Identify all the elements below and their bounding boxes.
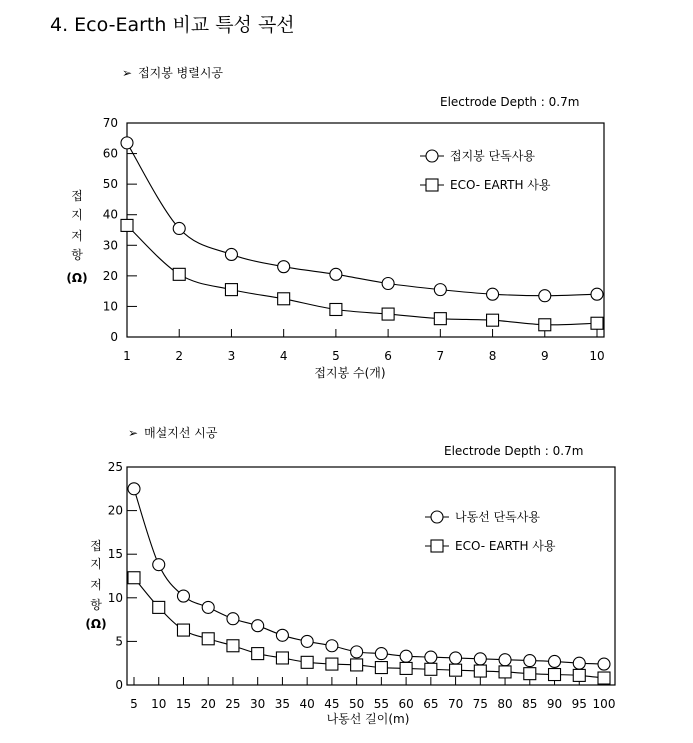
data-point-circle: [524, 655, 536, 667]
data-point-square: [549, 669, 561, 681]
x-tick-label: 5: [332, 349, 340, 363]
x-axis-label: 나동선 길이(m): [326, 712, 410, 726]
y-tick-label: 10: [102, 299, 118, 314]
series-eco-earth: [121, 219, 603, 330]
data-point-circle: [276, 629, 288, 641]
x-tick-label: 15: [175, 697, 192, 711]
legend-square-marker: [426, 179, 438, 191]
y-axis-label-char: 항: [90, 598, 102, 612]
data-point-square: [177, 624, 189, 636]
data-point-circle: [326, 640, 338, 652]
data-point-square: [434, 313, 446, 325]
data-point-square: [598, 672, 610, 684]
data-point-circle: [225, 248, 237, 260]
arrow-bullet-icon: ➢: [128, 426, 139, 440]
data-point-circle: [539, 290, 551, 302]
data-point-square: [450, 664, 462, 676]
data-point-square: [330, 303, 342, 315]
x-tick-label: 2: [175, 349, 184, 363]
y-tick-label: 50: [102, 177, 118, 192]
data-point-circle: [121, 137, 133, 149]
data-point-circle: [278, 261, 290, 273]
series-line: [127, 143, 597, 296]
data-point-square: [425, 663, 437, 675]
x-tick-label: 90: [546, 697, 563, 711]
plot-frame: [127, 467, 615, 685]
x-tick-label: 10: [151, 697, 167, 711]
data-point-square: [375, 662, 387, 674]
data-point-square: [487, 314, 499, 326]
data-point-circle: [227, 613, 239, 625]
chart1-heading-text: 접지봉 병렬시공: [138, 66, 224, 80]
data-point-square: [400, 662, 412, 674]
data-point-square: [276, 652, 288, 664]
data-point-square: [153, 601, 165, 613]
series-eco-earth: [128, 572, 610, 684]
x-tick-label: 4: [279, 349, 288, 363]
legend-square-marker: [431, 540, 443, 552]
data-point-circle: [400, 650, 412, 662]
x-tick-label: 3: [227, 349, 236, 363]
x-tick-label: 1: [123, 349, 131, 363]
data-point-square: [539, 319, 551, 331]
x-tick-label: 7: [436, 349, 445, 363]
y-axis-label-char: 저: [90, 578, 102, 592]
chart-1: [66, 116, 604, 380]
data-point-circle: [382, 278, 394, 290]
y-tick-label: 10: [107, 590, 123, 605]
data-point-circle: [487, 288, 499, 300]
data-point-square: [301, 656, 313, 668]
y-tick-label: 5: [115, 634, 123, 649]
legend-label: ECO- EARTH 사용: [455, 539, 556, 553]
x-tick-label: 95: [571, 697, 587, 711]
data-point-circle: [252, 620, 264, 632]
legend-label: 접지봉 단독사용: [450, 149, 535, 163]
data-point-square: [278, 293, 290, 305]
x-tick-label: 85: [522, 697, 538, 711]
data-point-square: [202, 633, 214, 645]
y-tick-label: 20: [107, 503, 123, 518]
x-tick-label: 6: [384, 349, 392, 363]
data-point-circle: [434, 284, 446, 296]
chart2-annotation: Electrode Depth : 0.7m: [444, 444, 584, 458]
data-point-circle: [177, 590, 189, 602]
data-point-circle: [425, 651, 437, 663]
data-point-square: [121, 219, 133, 231]
data-point-circle: [549, 655, 561, 667]
x-axis-label: 접지봉 수(개): [314, 366, 386, 380]
x-tick-label: 30: [250, 697, 266, 711]
y-tick-label: 20: [102, 268, 118, 283]
x-tick-label: 100: [592, 697, 616, 711]
y-axis-label-char: (Ω): [66, 271, 88, 285]
data-point-circle: [153, 559, 165, 571]
data-point-circle: [450, 652, 462, 664]
data-point-circle: [474, 653, 486, 665]
x-tick-label: 75: [472, 697, 488, 711]
y-axis-label-char: 접: [71, 189, 83, 203]
x-tick-label: 10: [589, 349, 605, 363]
data-point-square: [524, 668, 536, 680]
data-point-square: [326, 658, 338, 670]
y-tick-label: 0: [110, 330, 118, 344]
chart-2: [85, 460, 615, 726]
x-tick-label: 55: [373, 697, 390, 711]
data-point-square: [499, 666, 511, 678]
arrow-bullet-icon: ➢: [122, 66, 133, 80]
data-point-circle: [202, 601, 214, 613]
y-tick-label: 25: [107, 460, 123, 474]
data-point-square: [474, 665, 486, 677]
y-tick-label: 0: [115, 678, 123, 692]
x-tick-label: 80: [497, 697, 513, 711]
y-tick-label: 60: [102, 146, 118, 161]
data-point-circle: [375, 648, 387, 660]
legend-circle-marker: [426, 150, 438, 162]
legend-label: ECO- EARTH 사용: [450, 178, 551, 192]
data-point-circle: [499, 654, 511, 666]
x-tick-label: 35: [274, 697, 291, 711]
x-tick-label: 25: [225, 697, 241, 711]
data-point-square: [351, 659, 363, 671]
chart2-heading-text: 매설지선 시공: [144, 426, 218, 440]
x-tick-label: 65: [423, 697, 439, 711]
y-tick-label: 30: [102, 238, 118, 253]
data-point-square: [128, 572, 140, 584]
x-tick-label: 9: [540, 349, 549, 363]
data-point-circle: [573, 657, 585, 669]
x-tick-label: 8: [488, 349, 497, 363]
y-axis-label-char: 지: [90, 557, 102, 571]
x-tick-label: 45: [324, 697, 340, 711]
data-point-circle: [591, 288, 603, 300]
y-tick-label: 15: [107, 547, 123, 562]
data-point-square: [252, 648, 264, 660]
y-axis-label-char: (Ω): [85, 617, 107, 631]
data-point-square: [225, 284, 237, 296]
x-tick-label: 60: [398, 697, 414, 711]
page-title: 4. Eco-Earth 비교 특성 곡선: [50, 14, 295, 36]
data-point-square: [591, 317, 603, 329]
x-tick-label: 70: [447, 697, 464, 711]
chart1-annotation: Electrode Depth : 0.7m: [440, 95, 580, 109]
x-tick-label: 20: [200, 697, 216, 711]
data-point-circle: [173, 222, 185, 234]
y-axis-label-char: 접: [90, 539, 102, 553]
y-tick-label: 40: [102, 207, 118, 222]
x-tick-label: 5: [130, 697, 138, 711]
data-point-circle: [301, 635, 313, 647]
data-point-square: [227, 640, 239, 652]
data-point-circle: [598, 658, 610, 670]
data-point-square: [573, 669, 585, 681]
data-point-circle: [128, 483, 140, 495]
series-line: [127, 225, 597, 324]
y-axis-label-char: 지: [71, 208, 83, 222]
data-point-square: [173, 268, 185, 280]
legend-circle-marker: [431, 511, 443, 523]
y-tick-label: 70: [102, 116, 118, 130]
y-axis-label-char: 저: [71, 229, 83, 243]
data-point-square: [382, 308, 394, 320]
x-tick-label: 50: [348, 697, 365, 711]
data-point-circle: [351, 646, 363, 658]
x-tick-label: 40: [299, 697, 315, 711]
data-point-circle: [330, 268, 342, 280]
y-axis-label-char: 항: [71, 248, 83, 262]
legend-label: 나동선 단독사용: [455, 510, 540, 524]
